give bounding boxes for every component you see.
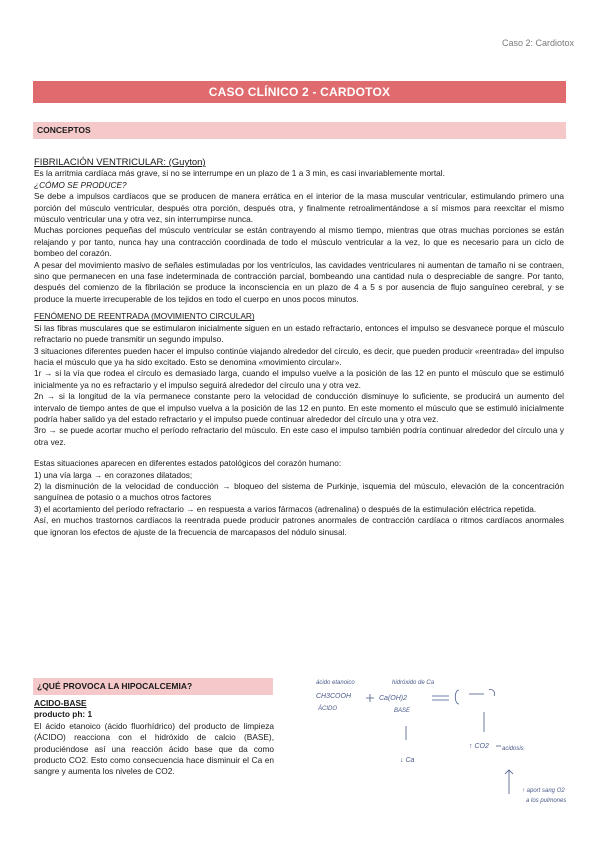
sketch-aport: ↑ aport sang O2 bbox=[522, 788, 565, 794]
acido-base-subtitle: ACIDO-BASE bbox=[34, 698, 87, 708]
sketch-formula-2: Ca(OH)2 bbox=[379, 695, 408, 702]
reentrada-list-3: 3) el acortamiento del período refractario → en respuesta a varios fármacos (adrenalina) o después de la estimulación eléctrica repetida. bbox=[34, 503, 537, 514]
reentrada-p5: 3ro → se puede acortar mucho el período refractario del músculo. En este caso el impulso también podría continuar alrededor del círculo una y otra vez. bbox=[34, 425, 564, 447]
sketch-co2: ↑ CO2 bbox=[469, 743, 489, 750]
reentrada-list-2: 2) la disminución de la velocidad de conducción → bloqueo del sistema de Purkinje, isquemia del músculo, elevación de la concentración sanguínea de potasio o a muchos otros factores bbox=[34, 480, 564, 503]
sketch-curve bbox=[489, 689, 495, 696]
hipocalcemia-text: El ácido etanoico (ácido fluorhídrico) del producto de limpieza (ÁCIDO) reacciona con el hidróxido de calcio (BASE), produciéndose así una reacción ácido base que da como producto CO2. Esto como consecuencia hace disminuir el Ca en sangre y aumenta los niveles de CO2. bbox=[34, 720, 274, 777]
fibrilacion-heading bbox=[34, 157, 564, 168]
fibrilacion-p3: Muchas porciones pequeñas del músculo ventricular se están contrayendo al mismo tiempo, mientras que otras muchas porciones se están relajando y por tanto, nunca hay una contracción coordinada de todo el músculo ventricular a la vez, lo que es necesario para un ciclo de bombeo del corazón. bbox=[34, 225, 564, 259]
reentrada-p1: Si las fibras musculares que se estimularon inicialmente siguen en un estado refractario, entonces el impulso se desvanece porque el músculo refractario no puede transmitir un segundo impulso. bbox=[34, 322, 564, 345]
section-hipocalcemia: ¿QUÉ PROVOCA LA HIPOCALCEMIA? bbox=[33, 678, 273, 695]
reentrada-p4: 2n → si la longitud de la vía permanece constante pero la velocidad de conducción disminuye lo suficiente, se producirá un aumento del intervalo de tiempo antes de que el impulso vuelva a la posición de las 12 en punto. En este momento el músculo que se estimuló inicialmente podría haber salido ya del estado refractario y el impulso puede continuar alrededor del círculo una y otra vez. bbox=[34, 391, 564, 424]
reentrada-p2: 3 situaciones diferentes pueden hacer el impulso continúe viajando alrededor del círculo, es decir, que pueden producir «reentrada» del impulso hacia el músculo que ya ha sido excitado. Esto se denomina «movimiento circular». bbox=[34, 345, 564, 367]
reentrada-p3: 1r → si la vía que rodea el círculo es demasiado larga, cuando el impulso vuelve a la posición de las 12 en punto el músculo que se estimuló inicialmente ya no es refractario y el impulso seguirá alrededor del círculo una y otra vez. bbox=[34, 368, 564, 390]
sketch-formula-1: CH3COOH bbox=[316, 693, 352, 700]
section-conceptos: CONCEPTOS bbox=[33, 122, 566, 139]
conceptos-content bbox=[34, 157, 564, 538]
fibrilacion-heading-text: FIBRILACIÓN VENTRICULAR: bbox=[34, 157, 166, 168]
fibrilacion-question: ¿CÓMO SE PRODUCE? bbox=[34, 179, 127, 190]
sketch-label-base: BASE bbox=[394, 708, 411, 714]
sketch-up-arrow bbox=[505, 770, 513, 794]
sketch-equals bbox=[432, 696, 449, 700]
page-title: CASO CLÍNICO 2 - CARDOTOX bbox=[33, 81, 566, 103]
sketch-plus bbox=[366, 694, 374, 702]
handwritten-sketch bbox=[304, 670, 566, 820]
sketch-label-1: ácido etanoico bbox=[316, 680, 355, 686]
sketch-pulmones: a los pulmones bbox=[526, 798, 566, 804]
sketch-label-acido: ÁCIDO bbox=[318, 706, 338, 712]
hipocalcemia-content bbox=[34, 698, 274, 778]
sketch-ca: ↓ Ca bbox=[400, 757, 415, 764]
sketch-acidosis: acidosis bbox=[502, 746, 524, 752]
reentrada-p7: Así, en muchos trastornos cardíacos la reentrada puede producir patrones anormales de contracción cardíaca o ritmos cardíacos anormales que ignoran los efectos de ajuste de la frecuencia de marcapasos del nódulo sinusal. bbox=[34, 515, 564, 537]
reentrada-heading: FENÓMENO DE REENTRADA (MOVIMIENTO CIRCULAR) bbox=[34, 311, 255, 322]
reentrada-list-1: 1) una vía larga → en corazones dilatados; bbox=[34, 469, 193, 480]
fibrilacion-p4: A pesar del movimiento masivo de señales estimuladas por los ventrículos, las cavidades ventriculares ni aumentan de tamaño ni se contraen, sino que permanecen en una fase indeterminada de contracción parcial, bombeando una cantidad nula o despreciable de sangre. Por tanto, después del comienzo de la fibrilación se produce la inconsciencia en un plazo de 4 a 5 s por ausencia de flujo sanguíneo cerebral, y se produce la muerte irrecuperable de los tejidos en todo el cuerpo en unos pocos minutos. bbox=[34, 259, 564, 304]
fibrilacion-p1: Es la arritmia cardíaca más grave, si no se interrumpe en un plazo de 1 a 3 min, es casi invariablemente mortal. bbox=[34, 168, 445, 179]
sketch-label-2: hidróxido de Ca bbox=[392, 680, 435, 686]
fibrilacion-source: (Guyton) bbox=[165, 157, 206, 168]
running-header: Caso 2: Cardiotox bbox=[501, 38, 574, 48]
reentrada-p6: Estas situaciones aparecen en diferentes estados patológicos del corazón humano: bbox=[34, 458, 342, 469]
sketch-bracket bbox=[455, 690, 459, 704]
producto-ph: producto ph: 1 bbox=[34, 709, 93, 720]
fibrilacion-p2: Se debe a impulsos cardíacos que se producen de manera errática en el interior de la masa muscular ventricular, estimulando primero una porción del músculo ventricular, después otra porción, después otra, y finalmente retroalimentándose a sí mismos para reexcitar el mismo músculo ventricular una y otra vez, sin interrumpirse nunca. bbox=[34, 191, 564, 225]
